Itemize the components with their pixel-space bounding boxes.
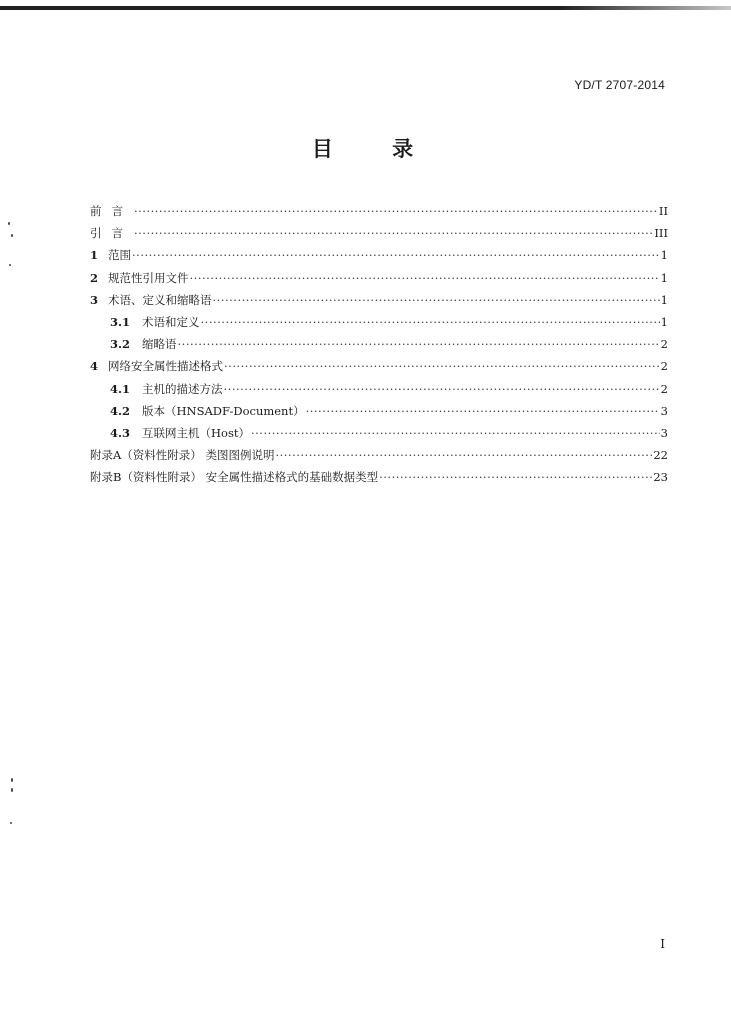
toc-entry-label: 网络安全属性描述格式 — [108, 359, 224, 374]
toc-leader-dots — [201, 311, 660, 333]
toc-entry-label: 附录A（资料性附录） 类图图例说明 — [90, 448, 275, 463]
toc-entry-page: 1 — [660, 314, 668, 329]
toc-entry-label: 缩略语 — [142, 337, 177, 352]
toc-leader-dots — [224, 378, 660, 400]
toc-entry[interactable] — [90, 333, 668, 355]
toc-entry-number: 3.1 — [110, 314, 131, 329]
toc-leader-dots — [275, 444, 652, 466]
table-of-contents — [90, 200, 668, 488]
toc-entry[interactable] — [90, 355, 668, 377]
toc-entry[interactable] — [90, 444, 668, 466]
toc-entry-number: 3 — [90, 292, 99, 307]
scan-speck — [11, 778, 13, 782]
standard-code: YD/T 2707-2014 — [574, 78, 665, 92]
toc-leader-dots — [132, 244, 660, 266]
scan-speck — [10, 822, 12, 824]
toc-leader-dots — [213, 289, 660, 311]
toc-entry-page: 1 — [660, 292, 668, 307]
scan-speck — [11, 788, 13, 792]
toc-entry-number: 4 — [90, 359, 99, 374]
toc-entry[interactable] — [90, 378, 668, 400]
toc-entry-number: 3.2 — [110, 337, 131, 352]
toc-entry-page: 3 — [660, 425, 668, 440]
toc-entry-page: 2 — [660, 337, 668, 352]
toc-title: 目 录 — [311, 137, 440, 161]
toc-entry[interactable] — [90, 267, 668, 289]
toc-entry-page: 22 — [653, 448, 668, 463]
scan-speck — [11, 234, 13, 237]
toc-entry[interactable] — [90, 422, 668, 444]
toc-entry[interactable] — [90, 400, 668, 422]
toc-entry-page: 2 — [660, 359, 668, 374]
toc-leader-dots — [306, 400, 660, 422]
toc-entry-page: 2 — [660, 381, 668, 396]
toc-entry[interactable] — [90, 244, 668, 266]
toc-leader-dots — [224, 355, 660, 377]
toc-entry-number: 4.2 — [110, 403, 131, 418]
toc-entry[interactable] — [90, 311, 668, 333]
toc-entry-number: 4.1 — [110, 381, 131, 396]
toc-leader-dots — [134, 222, 653, 244]
toc-leader-dots — [379, 466, 652, 488]
toc-entry-label: 规范性引用文件 — [108, 270, 189, 285]
toc-entry-label: 术语和定义 — [142, 314, 200, 329]
toc-entry-page: III — [654, 226, 668, 241]
toc-leader-dots — [134, 200, 658, 222]
toc-entry-label: 术语、定义和缩略语 — [108, 292, 212, 307]
toc-entry[interactable] — [90, 289, 668, 311]
scan-speck — [9, 264, 11, 266]
toc-entry-page: 1 — [660, 270, 668, 285]
toc-entry[interactable] — [90, 466, 668, 488]
toc-entry-label: 互联网主机（Host） — [142, 425, 250, 440]
toc-entry[interactable] — [90, 200, 668, 222]
toc-entry-label: 版本（HNSADF-Document） — [142, 403, 305, 418]
toc-entry-label: 引言 — [90, 226, 133, 241]
toc-entry-page: 3 — [660, 403, 668, 418]
toc-entry-page: II — [658, 204, 668, 218]
toc-leader-dots — [251, 422, 660, 444]
toc-entry-number: 1 — [90, 248, 99, 263]
toc-entry-page: 1 — [660, 248, 668, 263]
toc-entry[interactable] — [90, 222, 668, 244]
toc-entry-label: 主机的描述方法 — [142, 381, 223, 396]
toc-entry-label: 附录B（资料性附录） 安全属性描述格式的基础数据类型 — [90, 470, 379, 485]
toc-entry-page: 23 — [653, 470, 668, 485]
toc-entry-number: 4.3 — [110, 425, 131, 440]
toc-leader-dots — [178, 333, 660, 355]
toc-entry-label: 前言 — [90, 204, 133, 218]
top-rule-fade — [560, 6, 731, 10]
scan-speck — [8, 222, 10, 225]
toc-entry-number: 2 — [90, 270, 99, 285]
toc-leader-dots — [190, 267, 660, 289]
toc-entry-label: 范围 — [108, 248, 132, 263]
page-number: I — [660, 937, 665, 951]
